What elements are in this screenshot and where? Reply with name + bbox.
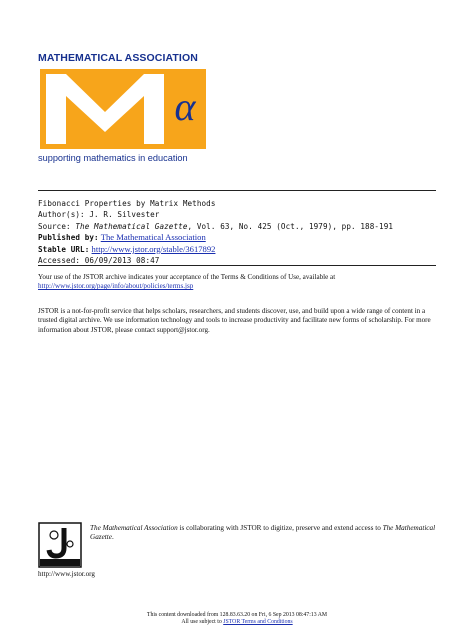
logo-tagline: supporting mathematics in education: [38, 153, 188, 163]
article-metadata: [38, 198, 438, 266]
download-footer: [0, 612, 474, 626]
logo-title: MATHEMATICAL ASSOCIATION: [38, 52, 198, 64]
author-name: J. R. Silvester: [89, 210, 160, 220]
mathematical-association-logo: [38, 52, 208, 170]
stable-url-link[interactable]: http://www.jstor.org/stable/3617892: [91, 243, 216, 254]
article-publisher-line: [38, 232, 438, 243]
footer-terms-line: [0, 619, 474, 626]
about-jstor-paragraph: JSTOR is a not-for-profit service that helps scholars, researchers, and students discover, use, and build upon a wide range of content in a trusted digital archive. We use information technology and tools to increase productivity and facilitate new forms of scholarship. For more information about JSTOR, please contact support@jstor.org.: [38, 307, 431, 334]
terms-link[interactable]: http://www.jstor.org/page/info/about/policies/terms.jsp: [38, 282, 194, 291]
article-source-line: [38, 221, 438, 232]
footer-download-line: This content downloaded from 128.83.63.20 on Fri, 6 Sep 2013 08:47:13 AM: [146, 612, 328, 618]
article-stable-url-line: [38, 244, 438, 255]
source-journal: The Mathematical Gazette: [75, 221, 188, 231]
article-title: Fibonacci Properties by Matrix Methods: [38, 199, 216, 208]
terms-text: Your use of the JSTOR archive indicates your acceptance of the Terms & Conditions of Use, available at: [38, 273, 336, 281]
collaboration-statement: [90, 524, 436, 543]
collab-org: The Mathematical Association: [90, 524, 178, 532]
logo-m-icon: [46, 74, 164, 144]
footer-terms-link[interactable]: JSTOR Terms and Conditions: [223, 619, 293, 626]
middle-divider: [38, 265, 436, 266]
stable-url-label: Stable URL:: [38, 244, 90, 254]
collab-journal: The Mathematical Gazette: [90, 524, 436, 542]
collab-middle: is collaborating with JSTOR to digitize, preserve and extend access to: [177, 524, 383, 532]
collab-end: .: [111, 533, 114, 542]
publisher-link[interactable]: The Mathematical Association: [100, 232, 206, 243]
author-label: Author(s):: [38, 210, 85, 220]
top-divider: [38, 190, 436, 191]
accessed-date: Accessed: 06/09/2013 08:47: [38, 256, 160, 266]
source-details: , Vol. 63, No. 425 (Oct., 1979), pp. 188-191: [187, 221, 394, 231]
published-label: Published by:: [38, 233, 99, 243]
footer-terms-prefix: All use subject to: [181, 619, 224, 626]
article-author-line: [38, 209, 438, 220]
logo-alpha-symbol: α: [174, 84, 196, 129]
jstor-url: http://www.jstor.org: [38, 570, 95, 578]
source-label: Source:: [38, 221, 71, 231]
logo-orange-box: [40, 69, 206, 149]
terms-paragraph: [38, 273, 438, 292]
jstor-logo-icon: [38, 522, 82, 568]
